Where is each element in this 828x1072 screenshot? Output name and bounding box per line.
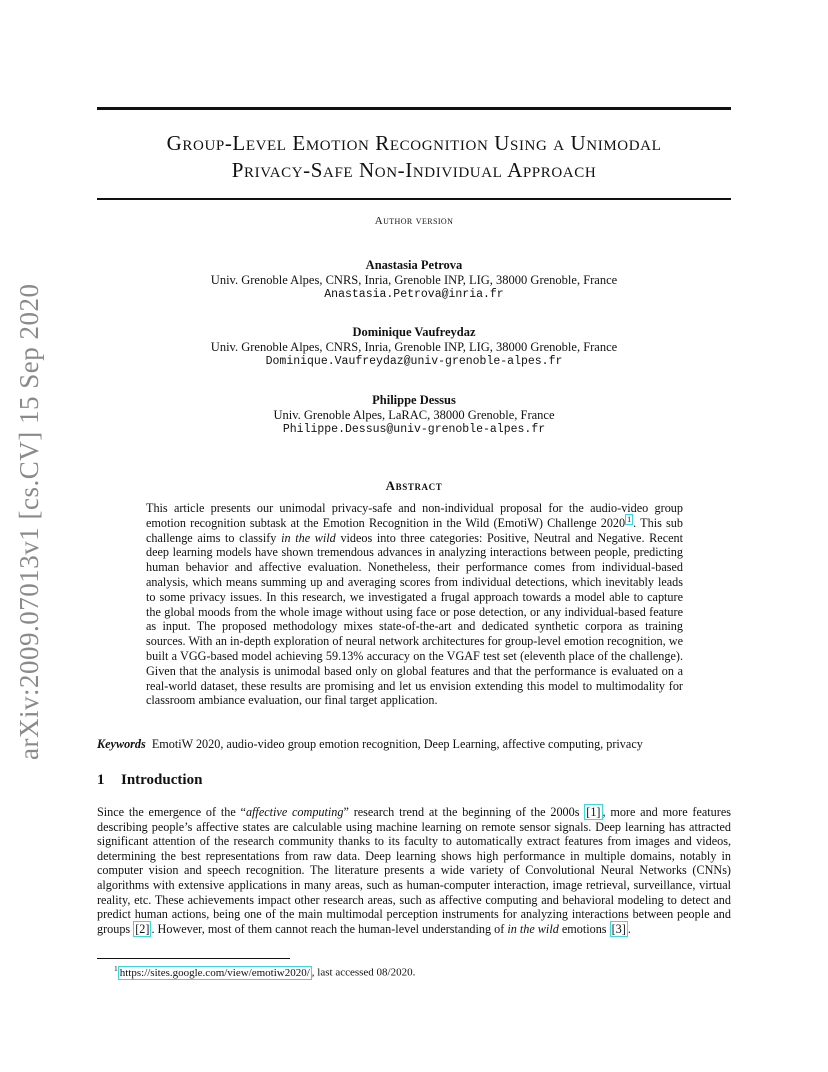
footnote-rule: [97, 958, 290, 959]
author-name: Dominique Vaufreydaz: [352, 325, 476, 339]
keywords-label: Keywords: [97, 737, 146, 751]
author-email[interactable]: Dominique.Vaufreydaz@univ-grenoble-alpes.fr: [265, 355, 563, 368]
author-name: Anastasia Petrova: [365, 258, 463, 272]
top-rule: [97, 107, 731, 110]
author-block-1: [97, 258, 731, 301]
keywords-line: [97, 737, 731, 752]
citation-link[interactable]: [2]: [135, 921, 150, 936]
author-name: Philippe Dessus: [372, 393, 456, 407]
footnote: $^1$ https://sites.google.com/view/emotiw2020/ , last accessed 08/2020.: [114, 964, 416, 979]
version-label: Author version: [374, 215, 454, 227]
paper-title-line-1: Group-Level Emotion Recognition Using a Unimodal: [166, 131, 662, 155]
author-block-2: [97, 325, 731, 368]
arxiv-side-stamp[interactable]: arXiv:2009.07013v1 [cs.CV] 15 Sep 2020: [14, 283, 44, 760]
author-block-3: [97, 393, 731, 436]
introduction-text: Since the emergence of the “affective computing” research trend at the beginning of the 2000s [1] , more and more features describing people’s affective states are calculable using machine learning on remote sensor signals. Deep learning has attracted significant attention of the research community thanks to its faculty to automatically extract features from images and videos, determining the best representations from raw data. Deep learning shows high performance in multiple domains, notably in computer vision and speech recognition. The literature presents a wide variety of Convolutional Neural Networks (CNNs) algorithms with extensive applications in many areas, such as human-computer interaction, image retrieval, surveillance, virtual reality, etc. These achievements impact other research areas, such as affective computing and behavioral modeling to detect and predict human actions, being one of the main multimodal perception instruments for analyzing interactions between people and groups [2] . However, most of them cannot reach the human-level understanding of in the wild emotions [3] .: [97, 805, 731, 936]
footnote-url-link[interactable]: https://sites.google.com/view/emotiw2020/: [119, 966, 310, 979]
author-affiliation: Univ. Grenoble Alpes, CNRS, Inria, Grenoble INP, LIG, 38000 Grenoble, France: [210, 273, 618, 287]
author-affiliation: Univ. Grenoble Alpes, CNRS, Inria, Grenoble INP, LIG, 38000 Grenoble, France: [210, 340, 618, 354]
author-email[interactable]: Philippe.Dessus@univ-grenoble-alpes.fr: [282, 423, 546, 436]
citation-link[interactable]: [3]: [611, 921, 626, 936]
author-email[interactable]: Anastasia.Petrova@inria.fr: [324, 288, 504, 301]
citation-link[interactable]: [1]: [586, 805, 601, 819]
footnote-ref-link[interactable]: 1: [627, 514, 632, 524]
abstract-text: This article presents our unimodal privacy-safe and non-individual proposal for the audio-video group emotion recognition subtask at the Emotion Recognition in the Wild (EmotiW) Challenge 2020 $^1$ . This sub challenge aims to classify in the wild videos into three categories: Positive, Neutral and Negative. Recent deep learning models have shown tremendous advances in analyzing interactions between people, predicting human behavior and affective evaluation. Nonetheless, their performance comes from individual-based analysis, which means summing up and averaging scores from individual detections, which inevitably leads to some privacy issues. In this research, we investigated a frugal approach towards a model able to capture the global moods from the whole image without using face or pose detection, or any individual-based feature as input. The proposed methodology mixes state-of-the-art and dedicated synthetic corpora as training sources. With an in-depth exploration of neural network architectures for group-level emotion recognition, we built a VGG-based model achieving 59.13% accuracy on the VGAF test set (eleventh place of the challenge). Given that the analysis is unimodal based only on global features and that the performance is evaluated on a real-world dataset, these results are promising and let us envision extending this model to multimodality for classroom ambiance evaluation, our final target application.: [146, 501, 684, 708]
title-bottom-rule: [97, 198, 731, 200]
paper-title-line-2: Privacy-Safe Non-Individual Approach: [231, 158, 597, 182]
keywords-text: EmotiW 2020, audio-video group emotion recognition, Deep Learning, affective computing, privacy: [151, 737, 643, 751]
section-heading-introduction: 1 Introduction: [97, 772, 203, 788]
author-affiliation: Univ. Grenoble Alpes, LaRAC, 38000 Grenoble, France: [273, 408, 555, 422]
abstract-heading: Abstract: [385, 478, 443, 493]
